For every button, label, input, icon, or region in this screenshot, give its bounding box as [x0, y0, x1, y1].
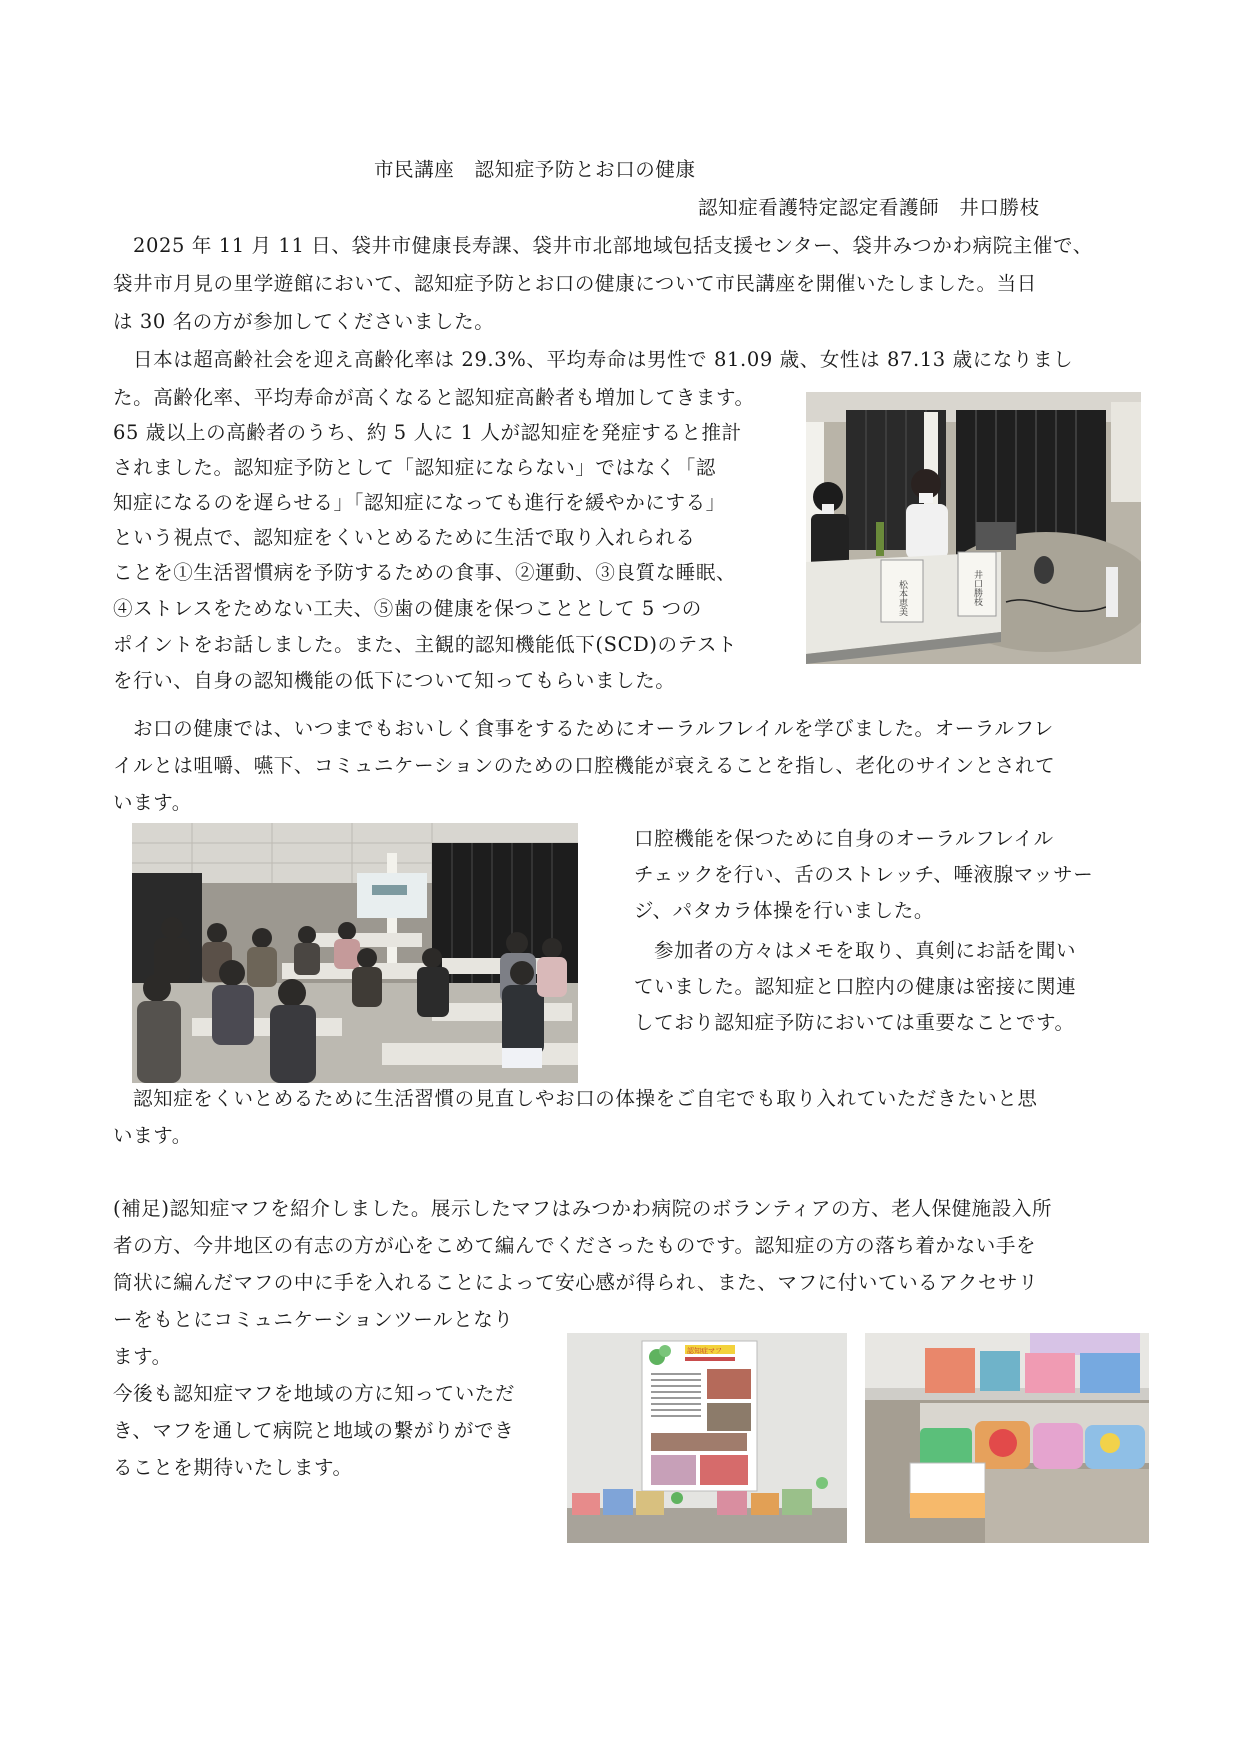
muff-poster-image — [567, 1333, 847, 1543]
para2-line-8: ④ストレスをためない工夫、⑤歯の健康を保つこととして 5 つの — [113, 597, 702, 620]
para2-line-10: を行い、自身の認知機能の低下について知ってもらいました。 — [113, 669, 676, 692]
para4-line-1: 口腔機能を保つために自身のオーラルフレイル — [634, 827, 1054, 850]
para4-line-5: ていました。認知症と口腔内の健康は密接に関連 — [634, 975, 1077, 998]
knitted-muffs-image — [865, 1333, 1149, 1543]
para5-line-1: 認知症をくいとめるために生活習慣の見直しやお口の体操をご自宅でも取り入れていただきたいと思 — [133, 1087, 1038, 1110]
para4-line-4: 参加者の方々はメモを取り、真剣にお話を聞い — [654, 939, 1077, 962]
para2-line-5: 知症になるのを遅らせる」「認知症になっても進行を緩やかにする」 — [113, 491, 726, 514]
para2-line-4: されました。認知症予防として「認知症にならない」ではなく「認 — [113, 456, 717, 479]
author-line: 認知症看護特定認定看護師 井口勝枝 — [698, 196, 1040, 219]
muff-poster-photo — [567, 1333, 847, 1543]
para6-line-4: ーをもとにコミュニケーションツールとなり — [113, 1308, 514, 1331]
para6-line-8: ることを期待いたします。 — [113, 1456, 353, 1479]
para3-line-1: お口の健康では、いつまでもおいしく食事をするためにオーラルフレイルを学びました。オーラルフレ — [133, 717, 1054, 740]
para2-line-9: ポイントをお話しました。また、主観的認知機能低下(SCD)のテスト — [113, 633, 738, 656]
para6-line-6: 今後も認知症マフを地域の方に知っていただ — [113, 1382, 516, 1405]
para1-line-1: 2025 年 11 月 11 日、袋井市健康長寿課、袋井市北部地域包括支援センター、袋井みつかわ病院主催で、 — [133, 234, 1093, 257]
para2-line-1: 日本は超高齢社会を迎え高齢化率は 29.3%、平均寿命は男性で 81.09 歳、女性は 87.13 歳になりまし — [133, 348, 1074, 371]
lecture-speakers-image — [806, 392, 1141, 664]
para2-line-7: ことを①生活習慣病を予防するための食事、②運動、③良質な睡眠、 — [113, 561, 737, 584]
para6-line-7: き、マフを通して病院と地域の繋がりができ — [113, 1419, 515, 1442]
para4-line-2: チェックを行い、舌のストレッチ、唾液腺マッサー — [634, 863, 1094, 886]
para2-line-2: た。高齢化率、平均寿命が高くなると認知症高齢者も増加してきます。 — [113, 386, 755, 409]
para3-line-3: います。 — [113, 791, 192, 814]
para6-line-2: 者の方、今井地区の有志の方が心をこめて編んでくださったものです。認知症の方の落ち着かない手を — [113, 1234, 1037, 1257]
para2-line-6: という視点で、認知症をくいとめるために生活で取り入れられる — [113, 526, 696, 549]
para4-line-6: しており認知症予防においては重要なことです。 — [634, 1011, 1075, 1034]
document-title: 市民講座 認知症予防とお口の健康 — [374, 158, 696, 181]
para5-line-2: います。 — [113, 1124, 192, 1147]
para6-line-1: (補足)認知症マフを紹介しました。展示したマフはみつかわ病院のボランティアの方、老人保健施設入所 — [113, 1197, 1053, 1220]
para1-line-2: 袋井市月見の里学遊館において、認知症予防とお口の健康について市民講座を開催いたしました。当日 — [113, 272, 1037, 295]
audience-image — [132, 823, 578, 1083]
para2-line-3: 65 歳以上の高齢者のうち、約 5 人に 1 人が認知症を発症すると推計 — [113, 421, 742, 444]
para4-line-3: ジ、パタカラ体操を行いました。 — [634, 899, 934, 922]
para6-line-3: 筒状に編んだマフの中に手を入れることによって安心感が得られ、また、マフに付いているアクセサリ — [113, 1271, 1039, 1294]
para3-line-2: イルとは咀嚼、嚥下、コミュニケーションのための口腔機能が衰えることを指し、老化のサインとされて — [113, 754, 1056, 777]
knitted-muffs-photo — [865, 1333, 1149, 1543]
lecture-speakers-photo — [806, 392, 1141, 664]
poster-title-text: 認知症マフ — [687, 1347, 722, 1355]
nameplate-right-text: 井口勝枝 — [972, 570, 982, 606]
audience-photo — [132, 823, 578, 1083]
nameplate-left-text: 松本恵美 — [897, 580, 907, 616]
para1-line-3: は 30 名の方が参加してくださいました。 — [113, 310, 495, 333]
para6-line-5: ます。 — [113, 1345, 172, 1368]
